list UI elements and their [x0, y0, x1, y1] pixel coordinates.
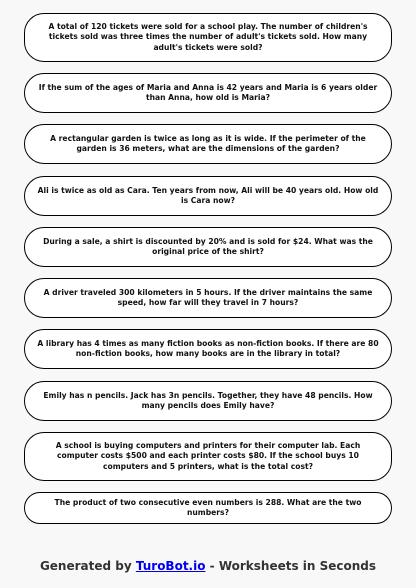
problem-card-6: [24, 278, 392, 318]
problem-card-7: [24, 329, 392, 369]
footer-prefix: Generated by: [39, 559, 136, 573]
problem-card-1: [24, 13, 392, 62]
problem-text: A school is buying computers and printers for their computer lab. Each computer costs $500 and each printer costs $80. If the school buys 10 computers and 5 printers, what is the total cost?: [55, 440, 361, 471]
problem-card-10: [24, 492, 392, 524]
problem-text: A total of 120 tickets were sold for a school play. The number of children's tickets sold was three times the number of adult's tickets sold. How many adult's tickets were sold?: [48, 21, 368, 52]
problem-text: During a sale, a shirt is discounted by 20% and is sold for $24. What was the original price of the shirt?: [43, 236, 373, 256]
problem-card-3: [24, 124, 392, 164]
problem-text: A driver traveled 300 kilometers in 5 hours. If the driver maintains the same speed, how far will they travel in 7 hours?: [43, 287, 373, 307]
problem-text: The product of two consecutive even numbers is 288. What are the two numbers?: [54, 497, 362, 517]
problem-text: Ali is twice as old as Cara. Ten years from now, Ali will be 40 years old. How old is Cara now?: [37, 185, 379, 205]
turobot-link[interactable]: TuroBot.io: [135, 559, 206, 573]
problem-text: If the sum of the ages of Maria and Anna is 42 years and Maria is 6 years older than Anna, how old is Maria?: [38, 82, 378, 102]
problem-text: A rectangular garden is twice as long as it is wide. If the perimeter of the garden is 36 meters, what are the dimensions of the garden?: [50, 133, 366, 153]
problem-card-4: [24, 176, 392, 216]
footer: [0, 559, 416, 573]
problem-card-8: [24, 381, 392, 421]
problem-text: Emily has n pencils. Jack has 3n pencils. Together, they have 48 pencils. How many pencils does Emily have?: [43, 390, 373, 410]
problem-text: A library has 4 times as many fiction books as non-fiction books. If there are 80 non-fiction books, how many books are in the library in total?: [37, 338, 379, 358]
problem-card-9: [24, 432, 392, 481]
footer-suffix: - Worksheets in Seconds: [205, 559, 377, 573]
problem-card-2: [24, 73, 392, 113]
problem-card-5: [24, 227, 392, 267]
